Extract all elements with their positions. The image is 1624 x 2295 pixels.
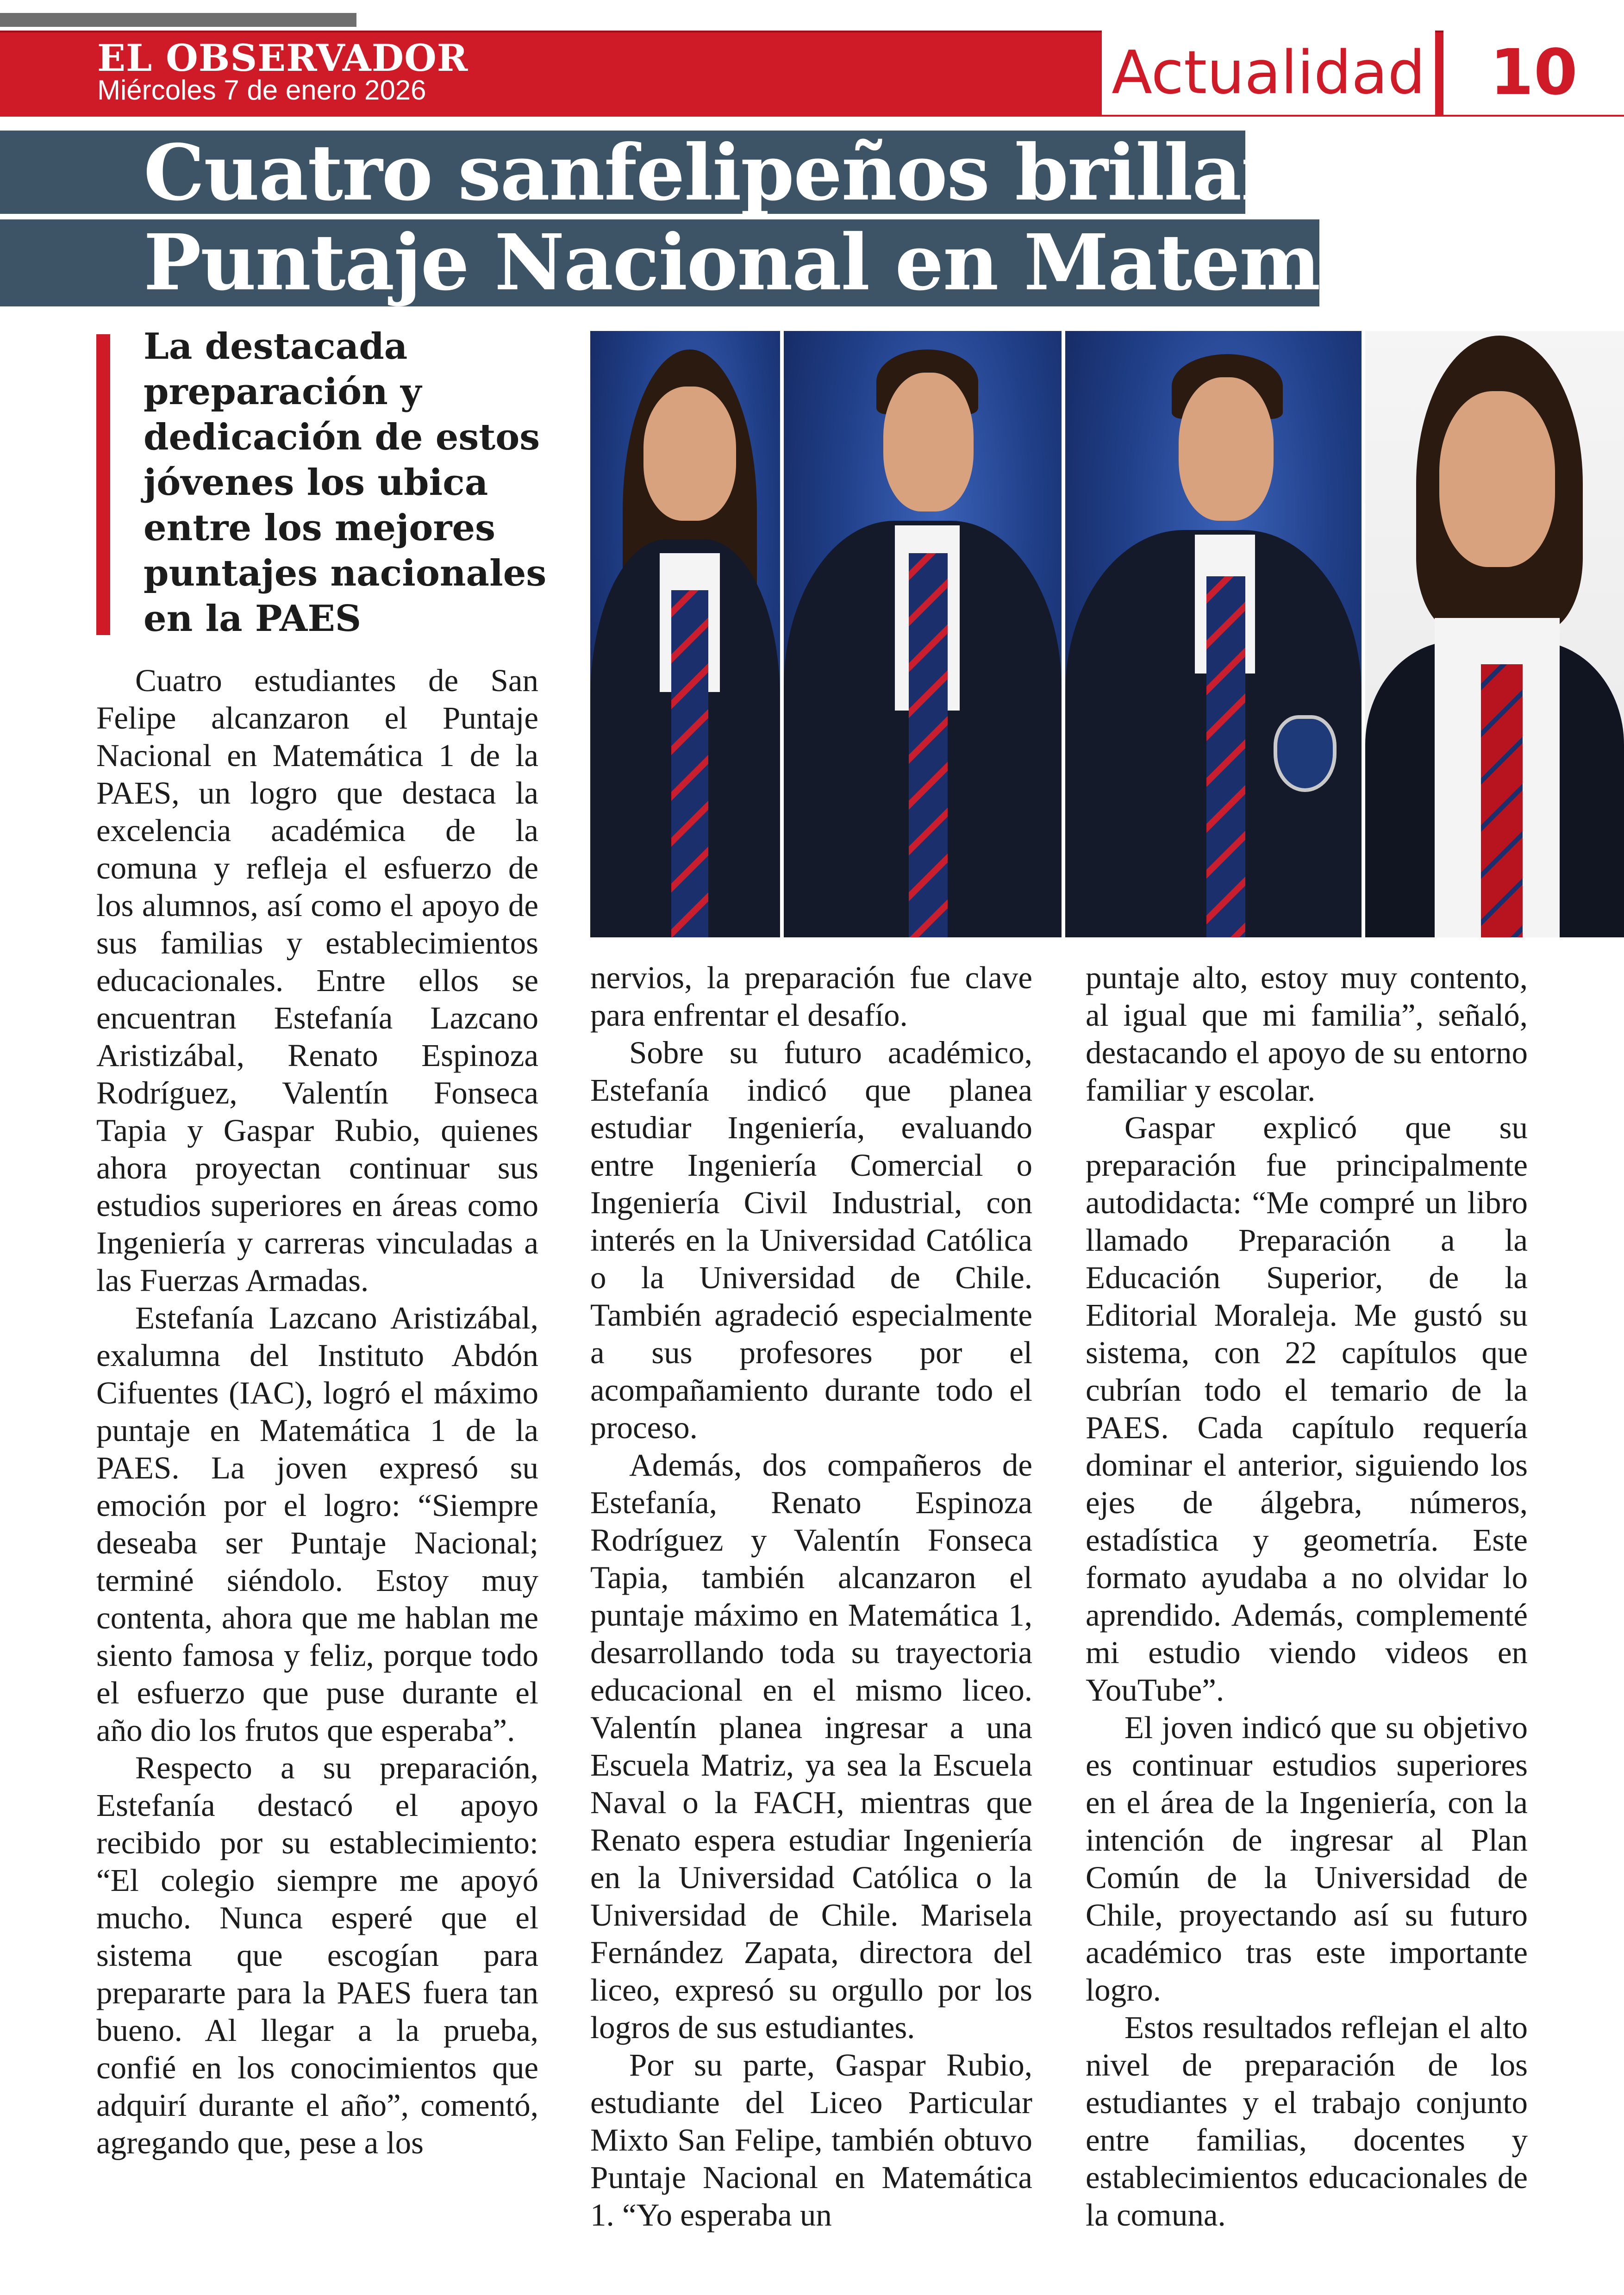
photo-renato xyxy=(784,331,1062,937)
issue-date: Miércoles 7 de enero 2026 xyxy=(97,75,426,106)
paragraph: Cuatro estudiantes de San Felipe alcanzaron el Puntaje Nacional en Matemática 1 de la PAES, un logro que destaca la excelencia académica de la comuna y refleja el esfuerzo de los alumnos, así como el apoyo de sus familias y establecimientos educacionales. Entre ellos se encuentran Estefanía Lazcano Aristizábal, Renato Espinoza Rodríguez, Valentín Fonseca Tapia y Gaspar Rubio, quienes ahora proyectan continuar sus estudios superiores en áreas como Ingeniería y carreras vinculadas a las Fuerzas Armadas. xyxy=(96,663,538,1298)
paragraph: Por su parte, Gaspar Rubio, estudiante del Liceo Particular Mixto San Felipe, también obtuvo Puntaje Nacional en Matemática 1. “Yo esperaba un xyxy=(590,2047,1032,2233)
paragraph: nervios, la preparación fue clave para enfrentar el desafío. xyxy=(590,960,1032,1033)
section-label: Actualidad xyxy=(1102,31,1435,115)
photo-estefania xyxy=(590,331,780,937)
headline-line-2: Puntaje Nacional en Matemática 1 xyxy=(144,218,1605,308)
paragraph: Además, dos compañeros de Estefanía, Renato Espinoza Rodríguez y Valentín Fonseca Tapia, también alcanzaron el puntaje máximo en Matemática 1, desarrollando toda su trayectoria educacional en el mismo liceo. Valentín planea ingresar a una Escuela Matriz, ya sea la Escuela Naval o la FACH, mientras que Renato espera estudiar Ingeniería en la Universidad Católica o la Universidad de Chile. Marisela Fernández Zapata, directora del liceo, expresó su orgullo por los logros de sus estudiantes. xyxy=(590,1447,1032,2045)
headline-bar-2 xyxy=(0,218,1605,308)
dek-accent-rule xyxy=(96,334,110,635)
page-number: 10 xyxy=(1443,31,1624,115)
paragraph: Estefanía Lazcano Aristizábal, exalumna del Instituto Abdón Cifuentes (IAC), logró el máximo puntaje en Matemática 1 de la PAES. La joven expresó su emoción por el logro: “Siempre deseaba ser Puntaje Nacional; terminé siéndolo. Estoy muy contenta, ahora que me hablan me siento famosa y feliz, porque todo el esfuerzo que puse durante el año dio los frutos que esperaba”. xyxy=(96,1300,538,1748)
article-dek: La destacada preparación y dedicación de estos jóvenes los ubica entre los mejores puntajes nacionales en la PAES xyxy=(144,325,547,640)
paragraph: puntaje alto, estoy muy contento, al igual que mi familia”, señaló, destacando el apoyo de su entorno familiar y escolar. xyxy=(1086,960,1528,1108)
headline-bar-1 xyxy=(0,128,1473,218)
student-photos xyxy=(590,331,1624,937)
article-column-1 xyxy=(96,662,538,2162)
paragraph: Gaspar explicó que su preparación fue principalmente autodidacta: “Me compré un libro llamado Preparación a la Educación Superior, de la Editorial Moraleja. Me gustó su sistema, con 22 capítulos que cubrían todo el temario de la PAES. Cada capítulo requería dominar el anterior, siguiendo los ejes de álgebra, números, estadística y geometría. Este formato ayudaba a no olvidar lo aprendido. Además, complementé mi estudio viendo videos en YouTube”. xyxy=(1086,1110,1528,1708)
masthead-accent-bar xyxy=(0,13,356,27)
headline-line-1: Cuatro sanfelipeños brillan con xyxy=(144,128,1473,218)
paragraph: Estos resultados reflejan el alto nivel de preparación de los estudiantes y el trabajo conjunto entre familias, docentes y establecimientos educacionales de la comuna. xyxy=(1086,2010,1528,2233)
article-column-3 xyxy=(1086,959,1528,2234)
newspaper-name: EL OBSERVADOR xyxy=(97,36,468,80)
article-column-2 xyxy=(590,959,1032,2234)
paragraph: Sobre su futuro académico, Estefanía indicó que planea estudiar Ingeniería, evaluando entre Ingeniería Comercial o Ingeniería Civil Industrial, con interés en la Universidad Católica o la Universidad de Chile. También agradeció especialmente a sus profesores por el acompañamiento durante todo el proceso. xyxy=(590,1035,1032,1445)
paragraph: Respecto a su preparación, Estefanía destacó el apoyo recibido por su establecimiento: “El colegio siempre me apoyó mucho. Nunca esperé que el sistema que escogían para prepararte para la PAES fuera tan bueno. Al llegar a la prueba, confié en los conocimientos que adquirí durante el año”, comentó, agregando que, pese a los xyxy=(96,1750,538,2160)
paragraph: El joven indicó que su objetivo es continuar estudios superiores en el área de la Ingeniería, con la intención de ingresar al Plan Común de la Universidad de Chile, proyectando así su futuro académico tras este importante logro. xyxy=(1086,1710,1528,2008)
photo-gaspar xyxy=(1365,331,1624,937)
photo-valentin xyxy=(1065,331,1362,937)
